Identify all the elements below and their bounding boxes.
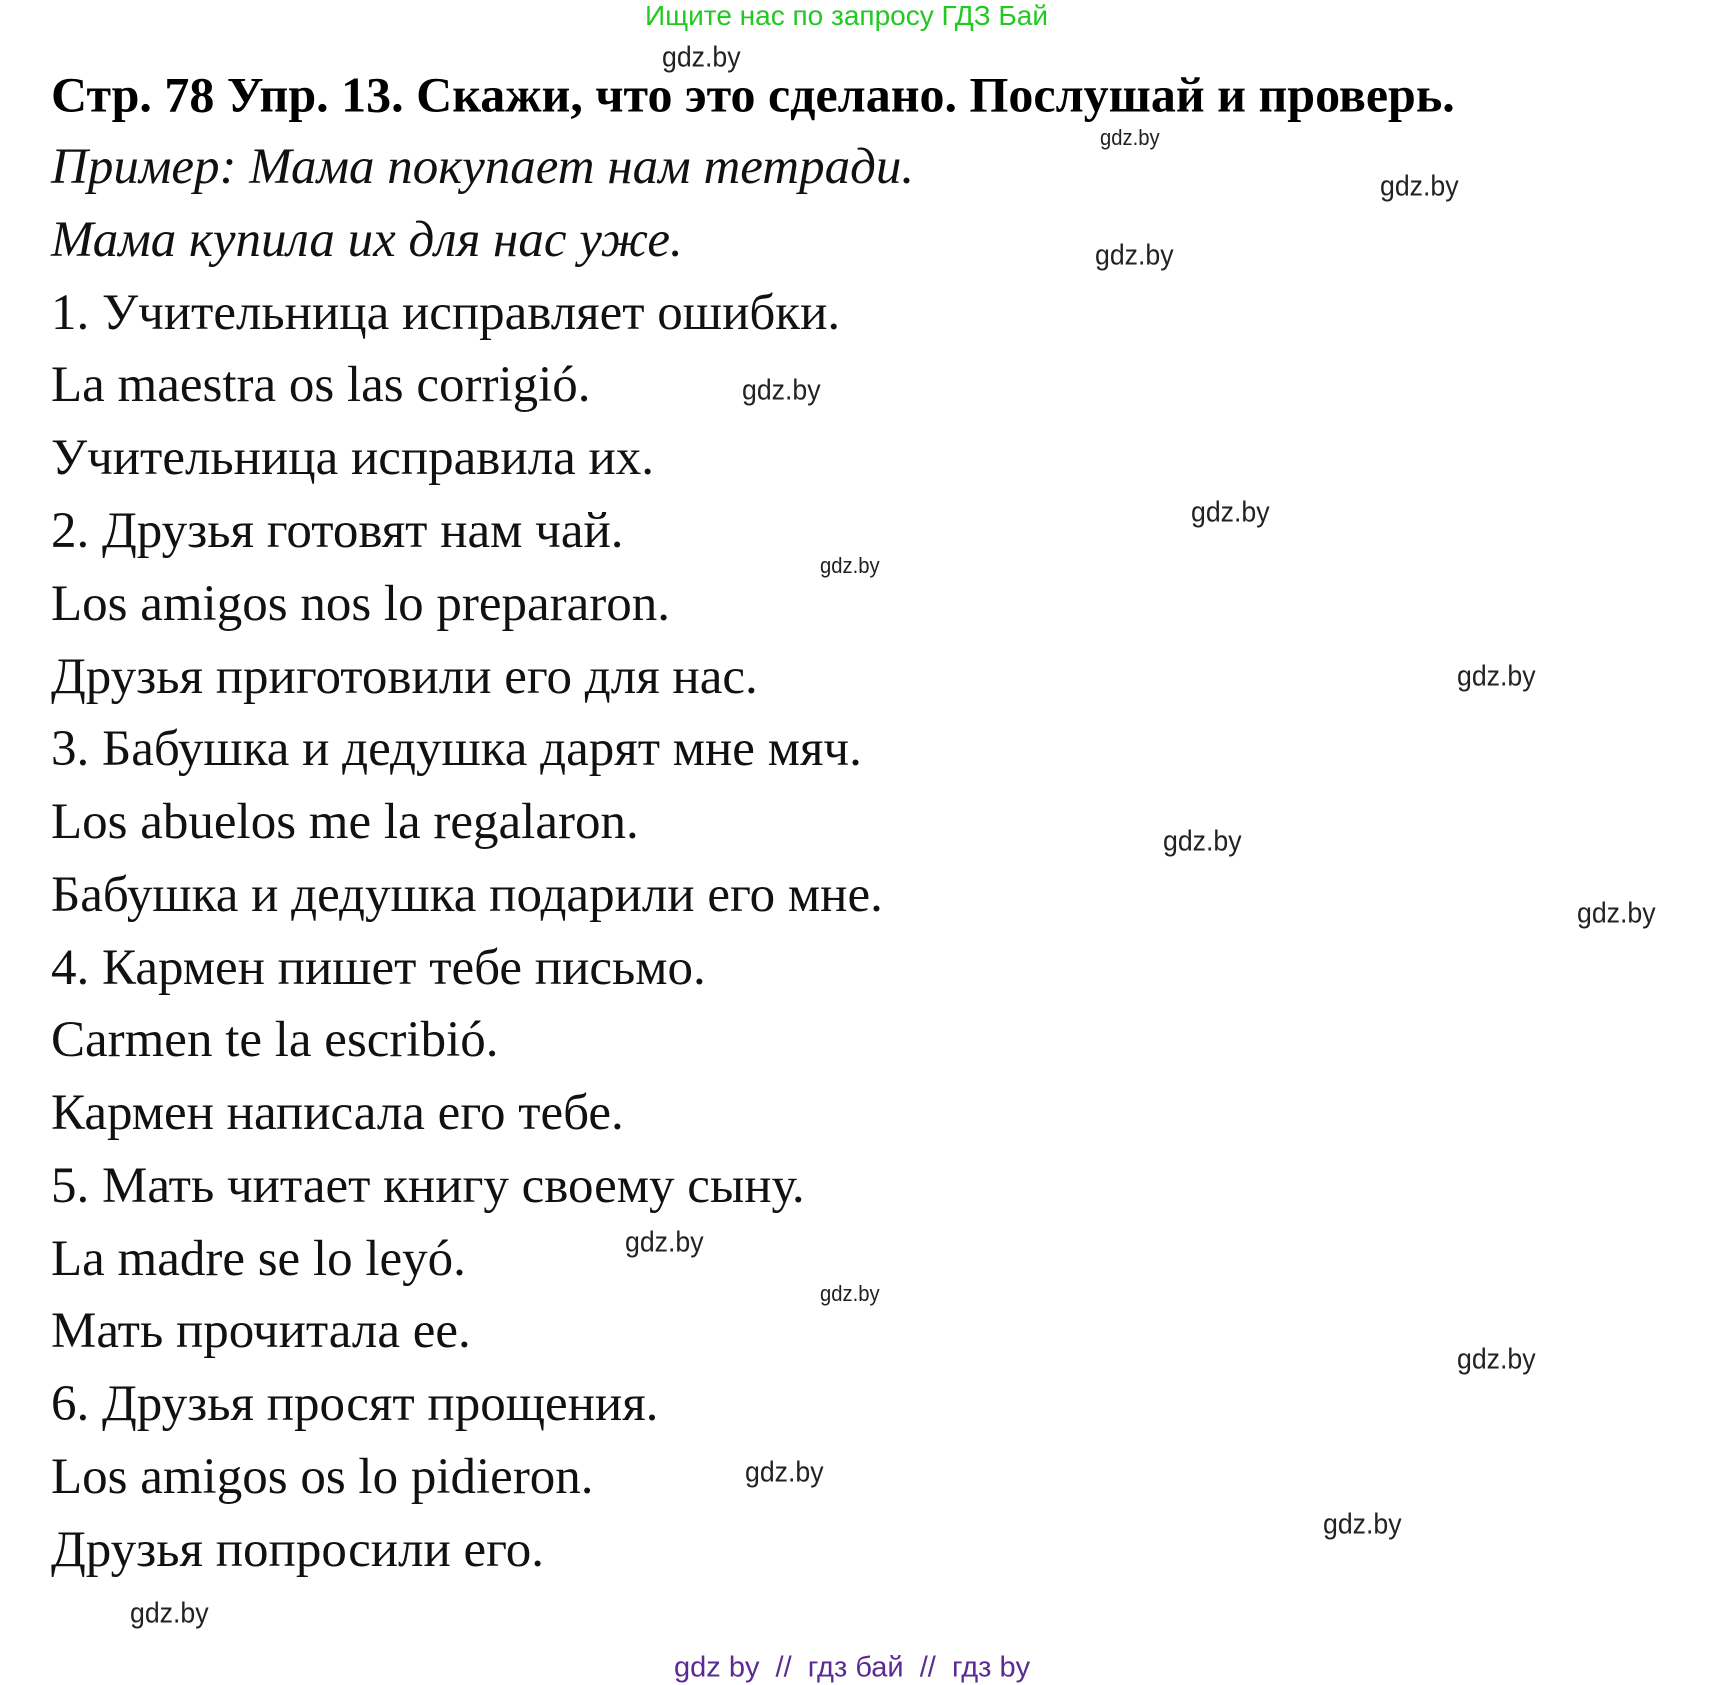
answer-line: Los amigos nos lo prepararon.: [51, 576, 670, 632]
watermark: gdz.by: [742, 374, 821, 407]
answer-line: 2. Друзья готовят нам чай.: [51, 503, 624, 559]
watermark: gdz.by: [1380, 170, 1459, 203]
example-line: Мама купила их для нас уже.: [51, 212, 683, 268]
answer-line: 6. Друзья просят прощения.: [51, 1376, 659, 1432]
answer-line: Мать прочитала ее.: [51, 1303, 471, 1359]
answer-line: Друзья приготовили его для нас.: [51, 649, 758, 705]
watermark: gdz.by: [745, 1456, 824, 1489]
search-hint-banner: Ищите нас по запросу ГДЗ Бай: [645, 0, 1049, 31]
answer-line: Los amigos os lo pidieron.: [51, 1449, 594, 1505]
example-line: Пример: Мама покупает нам тетради.: [51, 139, 915, 195]
watermark: gdz.by: [130, 1597, 209, 1630]
watermark: gdz.by: [1457, 660, 1536, 693]
answer-line: La maestra os las corrigió.: [51, 357, 591, 413]
answer-line: Кармен написала его тебе.: [51, 1085, 624, 1141]
answer-line: Los abuelos me la regalaron.: [51, 794, 639, 850]
watermark: gdz.by: [1191, 496, 1270, 529]
watermark: gdz.by: [820, 553, 880, 578]
footer-links: gdz by // гдз бай // гдз by: [674, 1651, 1031, 1684]
answer-line: 5. Мать читает книгу своему сыну.: [51, 1158, 805, 1214]
watermark: gdz.by: [1457, 1343, 1536, 1376]
answer-line: 4. Кармен пишет тебе письмо.: [51, 940, 706, 996]
watermark: gdz.by: [1095, 239, 1174, 272]
watermark: gdz.by: [1100, 125, 1160, 150]
watermark: gdz.by: [1323, 1508, 1402, 1541]
watermark: gdz.by: [662, 41, 741, 74]
watermark: gdz.by: [1163, 825, 1242, 858]
answer-line: Друзья попросили его.: [51, 1522, 545, 1578]
answer-line: 3. Бабушка и дедушка дарят мне мяч.: [51, 721, 862, 777]
answer-line: Учительница исправила их.: [51, 430, 655, 486]
watermark: gdz.by: [625, 1226, 704, 1259]
answer-line: 1. Учительница исправляет ошибки.: [51, 285, 841, 341]
exercise-title: Стр. 78 Упр. 13. Скажи, что это сделано. Послушай и проверь.: [51, 66, 1455, 123]
answer-line: La madre se lo leyó.: [51, 1231, 466, 1287]
answer-line: Бабушка и дедушка подарили его мне.: [51, 867, 883, 923]
answer-line: Carmen te la escribió.: [51, 1012, 499, 1068]
watermark: gdz.by: [820, 1281, 880, 1306]
watermark: gdz.by: [1577, 897, 1656, 930]
